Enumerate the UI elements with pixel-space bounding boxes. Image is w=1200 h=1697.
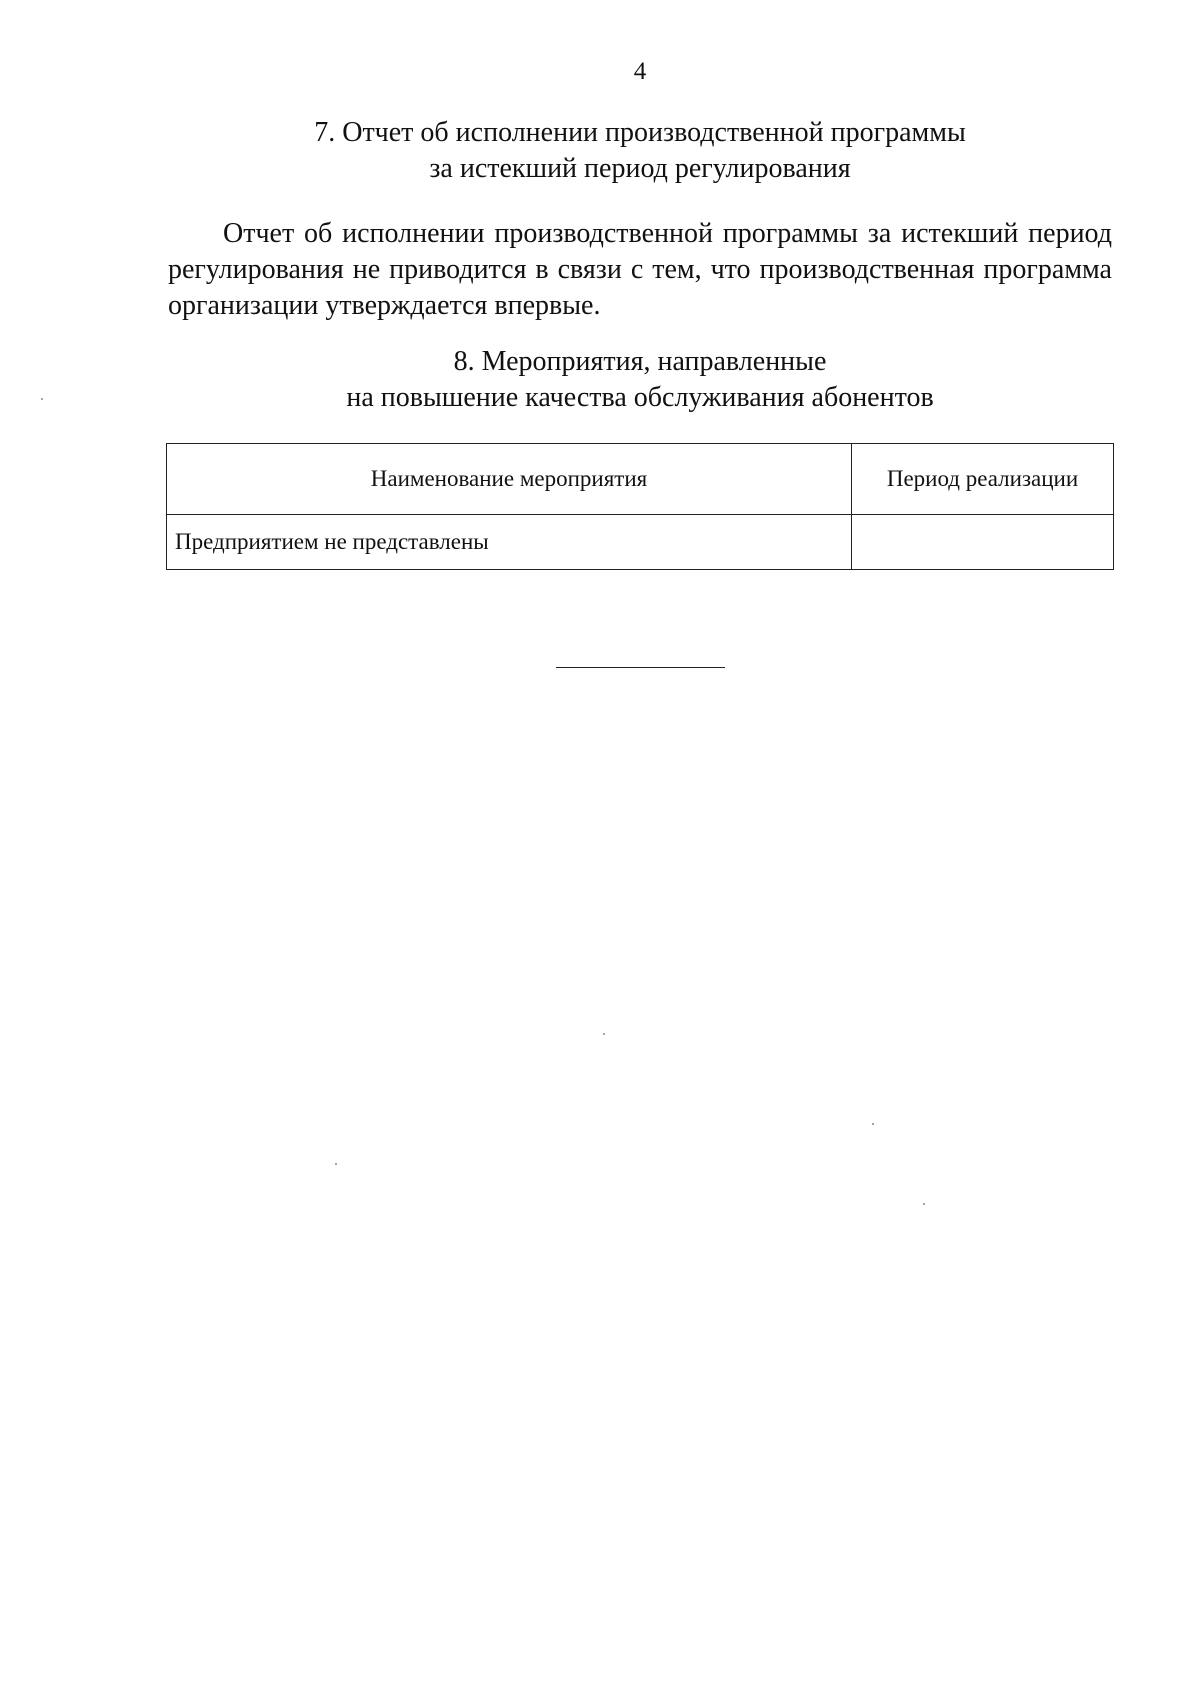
page-number: 4 <box>633 58 647 85</box>
section-7-title-line-1: 7. Отчет об исполнении производственной программы <box>314 117 966 148</box>
scan-speck <box>872 1123 874 1125</box>
paragraph-line-1: Отчет об исполнении производственной программы за истекший период <box>223 218 1112 249</box>
scan-speck <box>603 1033 605 1035</box>
section-7-title-line-2: за истекший период регулирования <box>429 153 851 184</box>
paragraph-line-2: регулирования не приводится в связи с тем, что производственная программа <box>168 254 1112 285</box>
cell-event-name: Предприятием не представлены <box>167 515 852 570</box>
end-rule <box>556 667 725 668</box>
section-8-title-line-1: 8. Мероприятия, направленные <box>453 346 827 377</box>
paragraph-line-3: организации утверждается впервые. <box>168 290 601 321</box>
events-table <box>166 443 1114 570</box>
section-8-title-line-2: на повышение качества обслуживания абонентов <box>346 382 934 413</box>
scan-speck <box>41 398 43 400</box>
header-event-name: Наименование мероприятия <box>167 444 852 515</box>
section-7-title <box>0 115 1200 187</box>
scan-speck <box>923 1203 925 1205</box>
cell-implementation-period <box>852 515 1114 570</box>
section-7-paragraph <box>168 216 1112 324</box>
table-header-row <box>167 444 1114 515</box>
table-row <box>167 515 1114 570</box>
header-implementation-period: Период реализации <box>852 444 1114 515</box>
scan-speck <box>335 1163 337 1165</box>
section-8-title <box>0 344 1200 416</box>
